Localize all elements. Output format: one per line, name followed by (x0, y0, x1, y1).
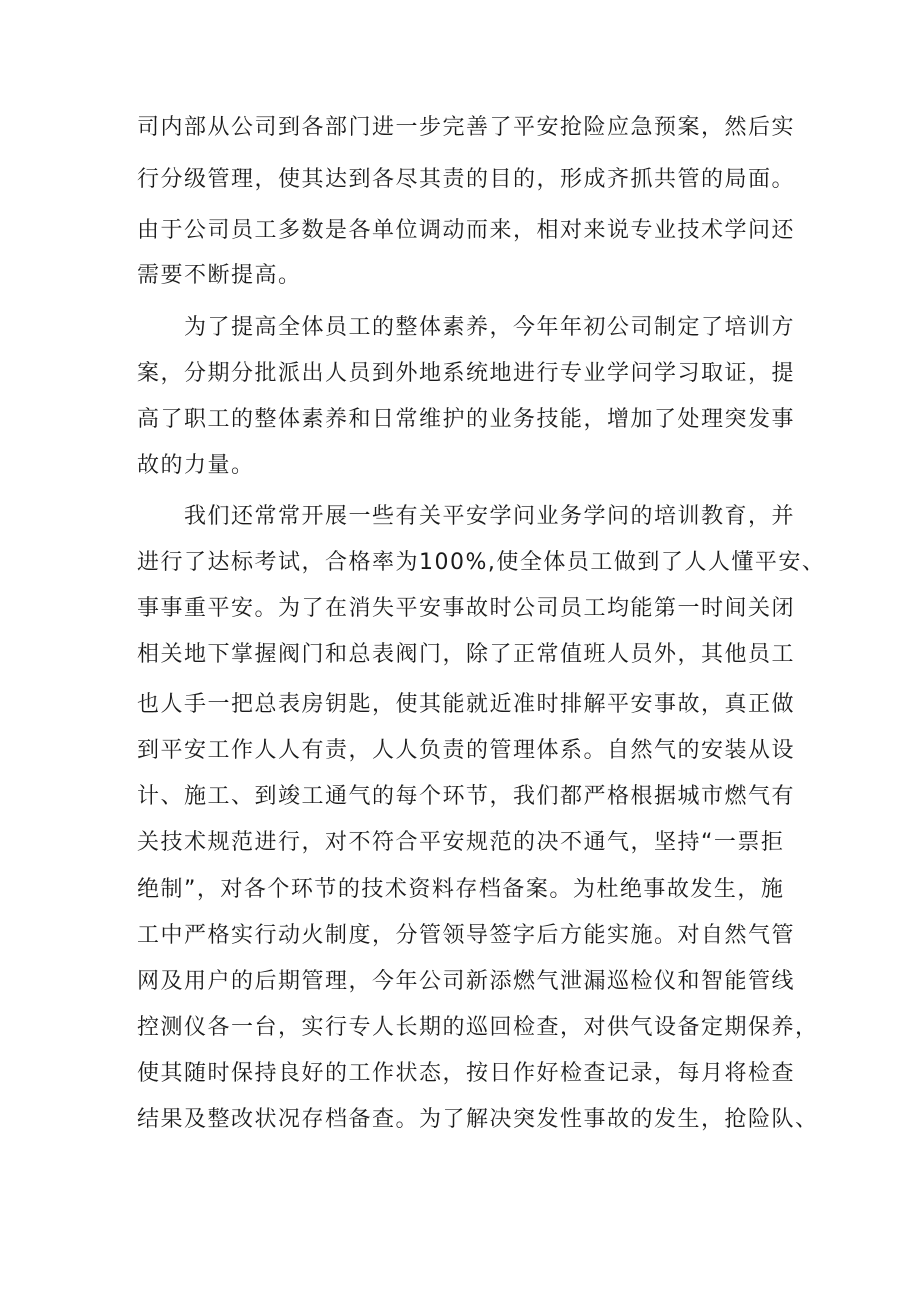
text-line: 事事重平安。为了在消失平安事故时公司员工均能第一时间关闭 (137, 596, 796, 621)
text-line: 司内部从公司到各部门进一步完善了平安抢险应急预案，然后实 (137, 115, 796, 140)
paragraph-first-line: 我们还常常开展一些有关平安学问业务学问的培训教育，并 (184, 504, 796, 529)
text-line: 控测仪各一台，实行专人长期的巡回检查，对供气设备定期保养， (137, 1015, 819, 1040)
text-line: 网及用户的后期管理，今年公司新添燃气泄漏巡检仪和智能管线 (137, 969, 796, 994)
text-line: 工中严格实行动火制度，分管领导签字后方能实施。对自然气管 (137, 923, 796, 948)
text-line: 使其随时保持良好的工作状态，按日作好检查记录，每月将检查 (137, 1061, 796, 1086)
text-line: 结果及整改状况存档备查。为了解决突发性事故的发生，抢险队、 (137, 1107, 819, 1132)
text-line: 行分级管理，使其达到各尽其责的目的，形成齐抓共管的局面。 (137, 167, 796, 192)
text-line: 故的力量。 (137, 453, 255, 478)
text-line: 进行了达标考试，合格率为100%,使全体员工做到了人人懂平安、 (137, 550, 826, 575)
text-line: 相关地下掌握阀门和总表阀门，除了正常值班人员外，其他员工 (137, 642, 796, 667)
text-line: 案，分期分批派出人员到外地系统地进行专业学问学习取证，提 (137, 361, 796, 386)
text-line: 绝制”，对各个环节的技术资料存档备案。为杜绝事故发生，施 (137, 877, 785, 902)
text-line: 也人手一把总表房钥匙，使其能就近准时排解平安事故，真正做 (137, 692, 796, 717)
text-line: 需要不断提高。 (137, 263, 302, 288)
paragraph-first-line: 为了提高全体员工的整体素养，今年年初公司制定了培训方 (184, 315, 796, 340)
text-line: 由于公司员工多数是各单位调动而来，相对来说专业技术学问还 (137, 218, 796, 243)
text-line: 到平安工作人人有责，人人负责的管理体系。自然气的安装从设 (137, 738, 796, 763)
text-line: 高了职工的整体素养和日常维护的业务技能，增加了处理突发事 (137, 407, 796, 432)
text-line: 关技术规范进行，对不符合平安规范的决不通气，坚持“一票拒 (137, 830, 785, 855)
text-line: 计、施工、到竣工通气的每个环节，我们都严格根据城市燃气有 (137, 784, 796, 809)
